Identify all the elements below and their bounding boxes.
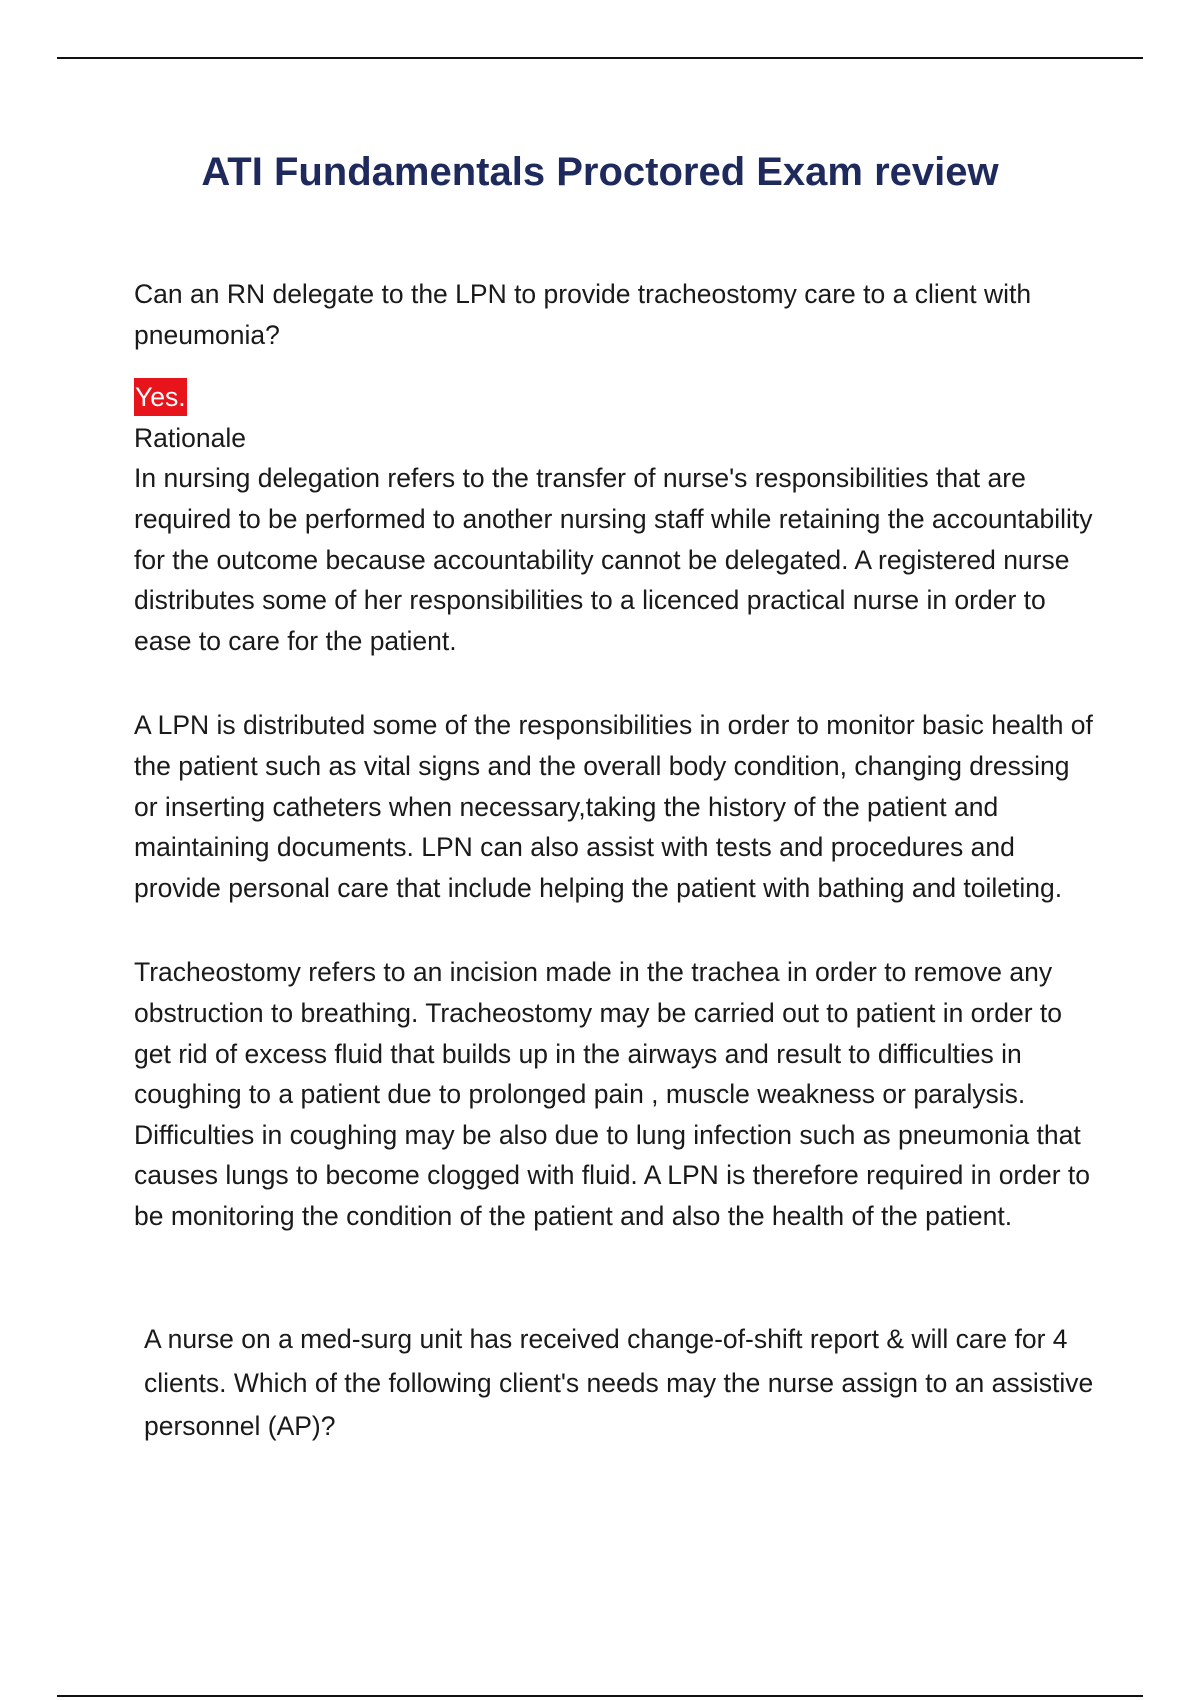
paragraph-tracheostomy: Tracheostomy refers to an incision made in the trachea in order to remove any obstruction to breathing. Tracheostomy may be carried out to patient in order to get rid of excess fluid that builds up in the airways and result to difficulties in coughing to a patient due to prolonged pain , muscle weakness or paralysis. Difficulties in coughing may be also due to lung infection such as pneumonia that causes lungs to become clogged with fluid. A LPN is therefore required in order to be monitoring the condition of the patient and also the health of the patient. [134,957,1091,1231]
top-rule [57,57,1143,59]
document-body [134,274,1094,1449]
paragraph-lpn-duties: A LPN is distributed some of the responsibilities in order to monitor basic health of the patient such as vital signs and the overall body condition, changing dressing or inserting catheters when necessary,taking the history of the patient and maintaining documents. LPN can also assist with tests and procedures and provide personal care that include helping the patient with bathing and toileting. [134,710,1093,903]
bottom-rule [57,1695,1143,1697]
rationale-label: Rationale [134,422,246,453]
answer-highlight: Yes. [134,378,187,416]
answer-row [134,377,1094,418]
paragraph-delegation: In nursing delegation refers to the transfer of nurse's responsibilities that are required to be performed to another nursing staff while retaining the accountability for the outcome because accountability cannot be delegated. A registered nurse distributes some of her responsibilities to a licenced practical nurse in order to ease to care for the patient. [134,463,1093,656]
question-1: Can an RN delegate to the LPN to provide tracheostomy care to a client with pneumonia? [134,279,1032,350]
document-title: ATI Fundamentals Proctored Exam review [201,150,999,194]
question-2: A nurse on a med-surg unit has received change-of-shift report & will care for 4 clients. Which of the following client's needs may the nurse assign to an assistive personnel (AP)? [144,1324,1094,1442]
